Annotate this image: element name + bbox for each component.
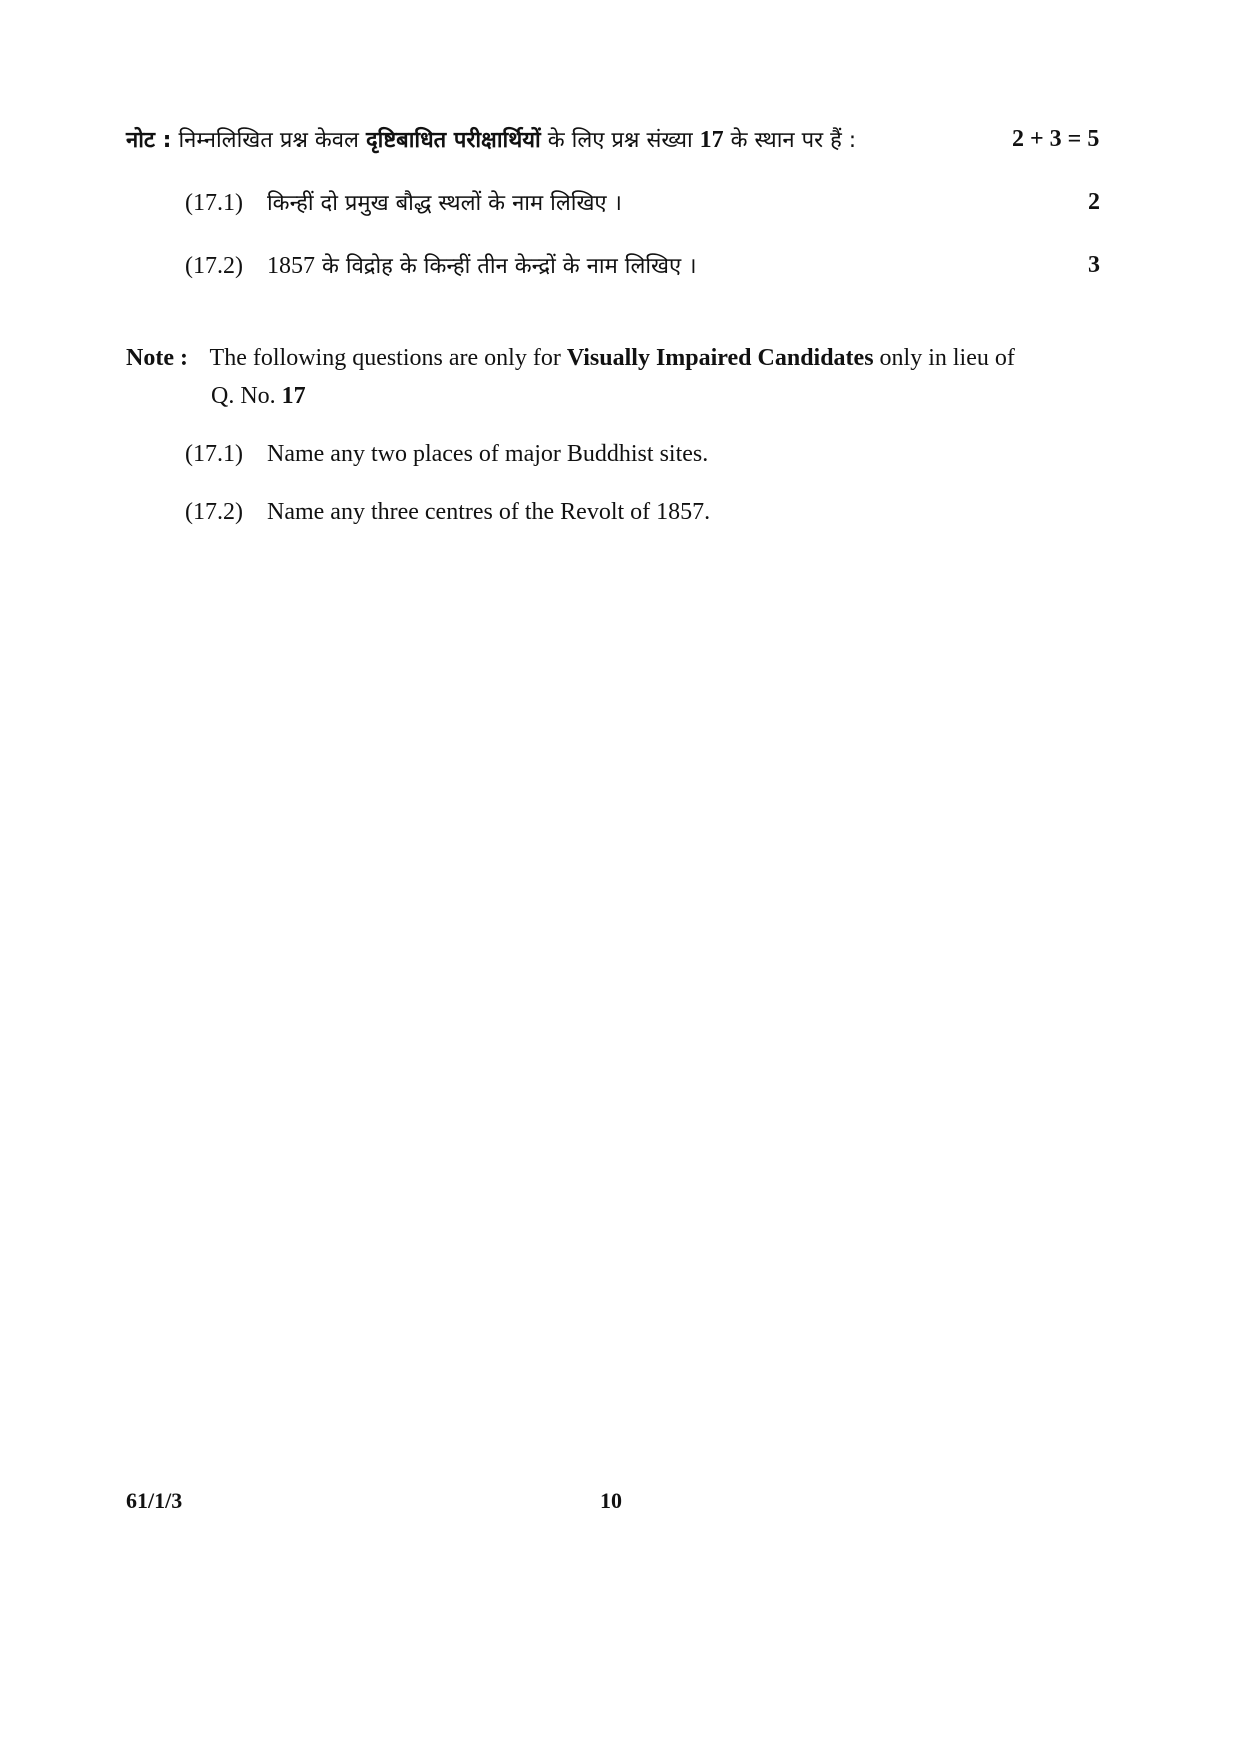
hindi-note-text-1: निम्नलिखित प्रश्न केवल [178,128,359,153]
question-text: किन्हीं दो प्रमुख बौद्ध स्थलों के नाम लिखिए । [266,191,622,216]
hindi-question-17-2 [185,250,697,280]
question-number: (17.1) [185,190,243,216]
english-note-line-2 [211,383,306,410]
question-marks: 3 [1088,252,1100,278]
hindi-note-bold: दृष्टिबाधित परीक्षार्थियों [365,128,541,153]
english-note-bold: Visually Impaired Candidates [566,345,874,371]
question-text: Name any two places of major Buddhist sites. [266,441,709,467]
english-question-17-2 [185,499,710,526]
question-marks: 2 [1088,189,1100,215]
english-note [126,345,1015,372]
question-number: (17.2) [185,499,243,525]
hindi-note-qno: 17 [699,127,724,153]
english-note-qno: 17 [281,383,306,409]
page-number: 10 [600,1488,622,1513]
english-note-text-1: The following questions are only for [209,345,561,371]
hindi-note-text-2: के लिए प्रश्न संख्या [547,128,693,153]
hindi-question-17-1 [185,187,622,217]
hindi-note-text-3: के स्थान पर हैं : [730,128,857,153]
paper-code: 61/1/3 [126,1488,183,1513]
question-year: 1857 [266,253,315,279]
question-text: Name any three centres of the Revolt of 1857. [266,499,711,525]
english-note-label: Note : [126,345,188,371]
question-text: के विद्रोह के किन्हीं तीन केन्द्रों के नाम लिखिए । [314,254,697,279]
english-note-text-2: only in lieu of [879,345,1015,371]
hindi-note [126,124,856,154]
hindi-note-label: नोट : [126,128,172,153]
question-number: (17.1) [185,441,243,467]
hindi-marks-total: 2 + 3 = 5 [1012,126,1100,152]
english-note-qno-label: Q. No. [211,383,276,409]
question-number: (17.2) [185,253,243,279]
english-question-17-1 [185,441,708,468]
